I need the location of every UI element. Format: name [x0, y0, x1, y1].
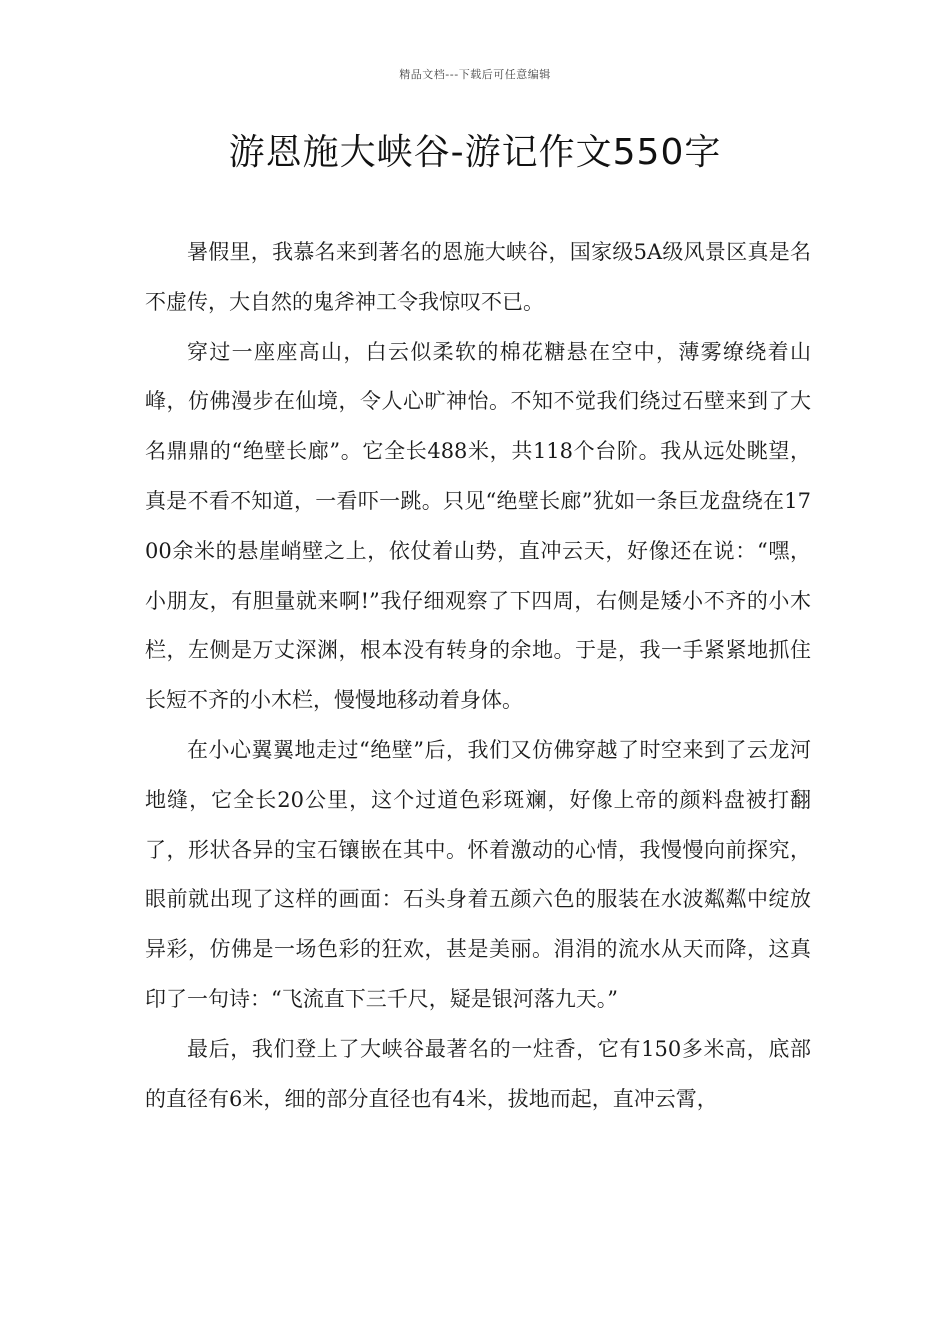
- paragraph-3: 在小心翼翼地走过“绝壁”后，我们又仿佛穿越了时空来到了云龙河地缝，它全长20公里，这个过道色彩斑斓，好像上帝的颜料盘被打翻了，形状各异的宝石镶嵌在其中。怀着激动的心情，我慢慢向前探究，眼前就出现了这样的画面：石头身着五颜六色的服装在水波粼粼中绽放异彩，仿佛是一场色彩的狂欢，甚是美丽。涓涓的流水从天而降，这真印了一句诗：“飞流直下三千尺，疑是银河落九天。”: [145, 737, 811, 1011]
- paragraph-2: 穿过一座座高山，白云似柔软的棉花糖悬在空中，薄雾缭绕着山峰，仿佛漫步在仙境，令人心旷神怡。不知不觉我们绕过石壁来到了大名鼎鼎的“绝壁长廊”。它全长488米，共118个台阶。我从远处眺望，真是不看不知道，一看吓一跳。只见“绝壁长廊”犹如一条巨龙盘绕在1700余米的悬崖峭壁之上，依仗着山势，直冲云天，好像还在说：“嘿，小朋友，有胆量就来啊!”我仔细观察了下四周，右侧是矮小不齐的小木栏，左侧是万丈深渊，根本没有转身的余地。于是，我一手紧紧地抓住长短不齐的小木栏，慢慢地移动着身体。: [145, 339, 811, 713]
- document-body: [145, 228, 811, 1124]
- document-title: 游恩施大峡谷-游记作文550字: [228, 132, 722, 173]
- paragraph-4: 最后，我们登上了大峡谷最著名的一炷香，它有150多米高，底部的直径有6米，细的部分直径也有4米，拔地而起，直冲云霄，: [145, 1036, 811, 1111]
- header-note: 精品文档---下载后可任意编辑: [399, 68, 551, 81]
- paragraph-1: 暑假里，我慕名来到著名的恩施大峡谷，国家级5A级风景区真是名不虚传，大自然的鬼斧神工令我惊叹不已。: [145, 240, 811, 314]
